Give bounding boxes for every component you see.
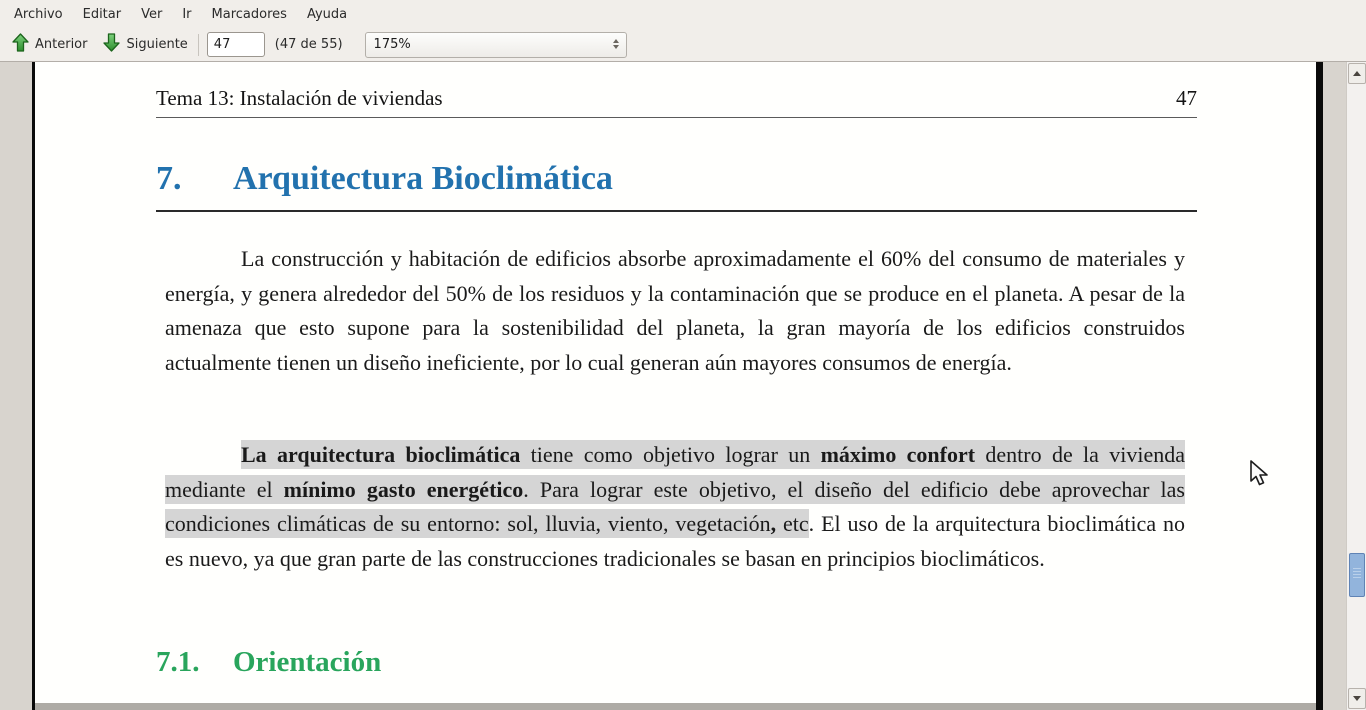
page-number-input[interactable] [207,32,265,57]
tool-bar [0,28,1366,62]
scrollbar-thumb[interactable] [1349,553,1365,597]
zoom-level-combobox[interactable] [365,32,627,58]
next-figure-top-edge [35,703,1316,710]
next-page-label: Siguiente [126,37,188,52]
vertical-scrollbar[interactable] [1346,62,1366,710]
section-title: Arquitectura Bioclimática [233,160,613,197]
section-number: 7. [156,160,182,197]
scroll-down-button[interactable] [1348,688,1366,709]
menu-bar [0,0,1366,28]
running-header-title: Tema 13: Instalación de viviendas [156,86,443,110]
scrollbar-grip-icon [1353,568,1361,580]
scroll-up-button[interactable] [1348,63,1366,84]
menu-marcadores[interactable]: Marcadores [211,6,287,22]
green-up-arrow-icon [12,33,29,56]
paragraph-1: La construcción y habitación de edificios absorbe aproximadamente el 60% del consumo de materiales y energía, y genera alrededor del 50% de los residuos y la contaminación que se produce en el planeta. A pesar de la amenaza que esto supone para la sostenibilidad del planeta, la gran mayoría de los edificios construidos actualmente tienen un diseño ineficiente, por lo cual generan aún mayores consumos de energía. [165,246,1185,375]
running-header [156,86,1197,118]
menu-archivo[interactable]: Archivo [14,6,63,22]
green-down-arrow-icon [103,33,120,56]
subsection-title: Orientación [233,646,382,678]
pdf-page[interactable] [32,62,1323,710]
page-count-label: (47 de 55) [274,37,343,52]
running-header-page-number: 47 [1176,86,1197,110]
menu-ir[interactable]: Ir [182,6,192,22]
chevron-up-icon [1353,71,1361,76]
menu-ver[interactable]: Ver [141,6,163,22]
subsection-number: 7.1. [156,646,200,678]
chevron-down-icon [1353,696,1361,701]
subsection-heading [156,644,1197,688]
menu-ayuda[interactable]: Ayuda [306,6,348,22]
section-heading [156,158,1197,212]
menu-editar[interactable]: Editar [82,6,122,22]
zoom-level-value: 175% [373,37,411,52]
document-view [0,62,1366,710]
previous-page-label: Anterior [35,37,88,52]
paragraph-2-with-selection: La arquitectura bioclimática tiene como objetivo lograr un máximo confort dentro de la vivienda mediante el mínimo gasto energético. Para lograr este objetivo, el diseño del edificio debe aprovechar las condiciones climáticas de su entorno: sol, lluvia, viento, vegetación, etc. El uso de la arquitectura bioclimática no es nuevo, ya que gran parte de las construcciones tradicionales se basan en principios bioclimáticos. [165,442,1185,571]
combobox-spinner-icon [613,39,619,49]
next-page-button[interactable] [95,31,195,59]
previous-page-button[interactable] [4,31,95,59]
toolbar-separator [198,34,199,56]
mouse-cursor-icon [1248,460,1272,492]
